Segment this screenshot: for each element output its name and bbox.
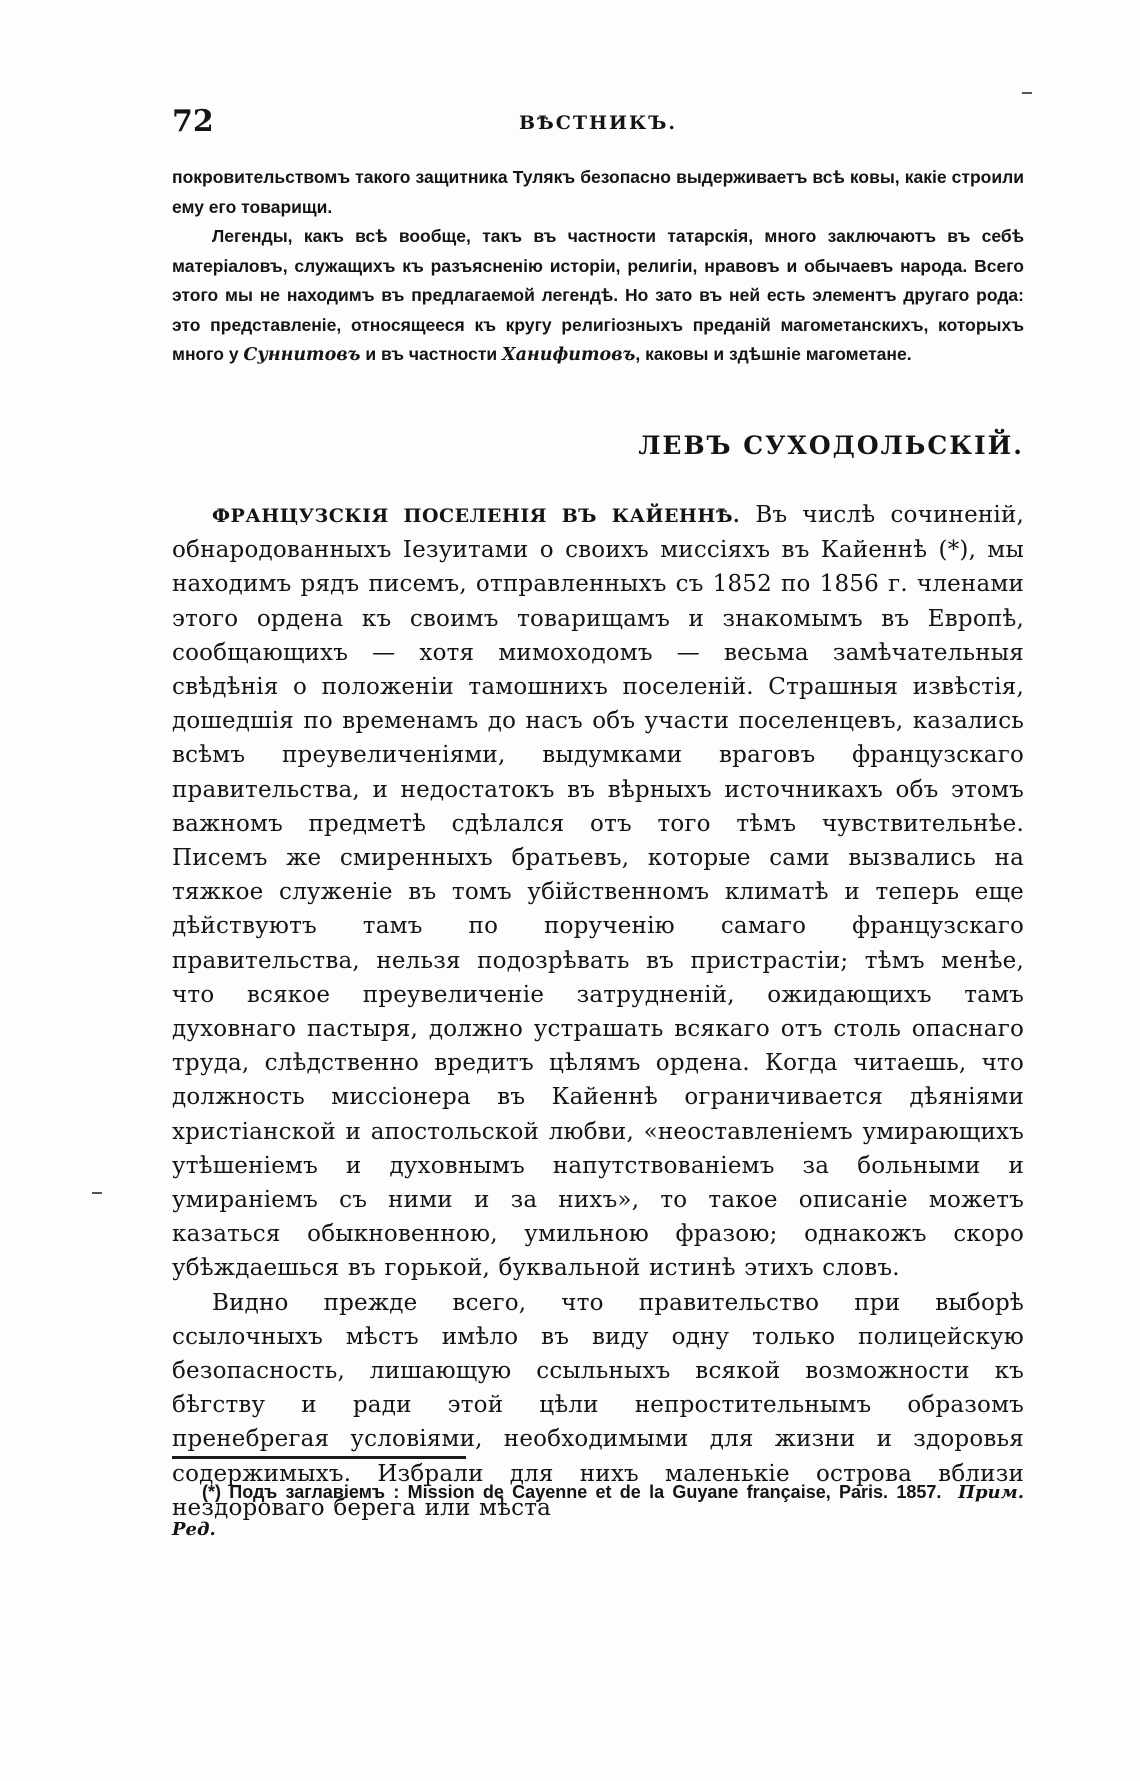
page-number: 72 xyxy=(172,104,214,139)
footnote xyxy=(172,1474,1024,1548)
footnote-editor-label: Прим. Ред. xyxy=(172,1482,1025,1540)
footnote-paragraph xyxy=(172,1474,1024,1548)
intro-paragraph-2 xyxy=(172,222,1024,371)
intro-p2-emphasis-1: Суннитовъ xyxy=(243,345,361,365)
article-p1-text: Въ числѣ сочиненій, обнародованныхъ Іезуитами о своихъ миссіяхъ въ Кайеннѣ (*), мы находимъ рядъ писемъ, отправленныхъ съ 1852 по 1856 г. членами этого ордена къ своимъ товарищамъ и знакомымъ въ Европѣ, сообщающихъ — хотя мимоходомъ — весьма замѣчательныя свѣдѣнія о положеніи тамошнихъ поселеній. Страшныя извѣстія, дошедшія по временамъ до насъ объ участи поселенцевъ, казались всѣмъ преувеличеніями, выдумками враговъ французскаго правительства, и недостатокъ въ вѣрныхъ источникахъ объ этомъ важномъ предметѣ сдѣлался отъ того тѣмъ чувствительнѣе. Писемъ же смиренныхъ братьевъ, которые сами вызвались на тяжкое служеніе въ томъ убійственномъ климатѣ и теперь еще дѣйствуютъ тамъ по порученію самаго французскаго правительства, нельзя подозрѣвать въ пристрастіи; тѣмъ менѣе, что всякое преувеличеніе затрудненій, ожидающихъ тамъ духовнаго пастыря, должно устрашать всякаго отъ столь опаснаго труда, слѣдственно вредитъ цѣлямъ ордена. Когда читаешь, что должность миссіонера въ Кайеннѣ ограничивается дѣяніями христіанской и апостольской любви, «неоставленіемъ умирающихъ утѣшеніемъ и духовнымъ напутствованіемъ за больными и умираніемъ съ ними и за нихъ», то такое описаніе можетъ казаться обыкновенною, умильною фразою; однакожъ скоро убѣждаешься въ горькой, буквальной истинѣ этихъ словъ. xyxy=(172,502,1025,1282)
article-paragraph-1 xyxy=(172,498,1024,1286)
page-header xyxy=(172,104,1024,144)
intro-p2-part-a: Легенды, какъ всѣ вообще, такъ въ частности татарскія, много заключаютъ въ себѣ матеріаловъ, служащихъ къ разъясненію исторіи, религіи, нравовъ и обычаевъ народа. Всего этого мы не находимъ въ предлагаемой легендѣ. Но зато въ ней есть элементъ другаго рода: это представленіе, относящееся къ кругу религіозныхъ преданій магометанскихъ, которыхъ много у xyxy=(172,226,1024,364)
author-signature: ЛЕВЪ СУХОДОЛЬСКІЙ. xyxy=(638,431,1024,460)
scan-mark xyxy=(92,1192,102,1194)
footnote-divider xyxy=(172,1456,466,1459)
section-title: ФРАНЦУЗСКІЯ ПОСЕЛЕНІЯ ВЪ КАЙЕННѢ. xyxy=(212,505,741,527)
intro-p2-emphasis-2: Ханифитовъ xyxy=(502,345,636,365)
intro-paragraph-1: покровительствомъ такого защитника Тулякъ безопасно выдерживаетъ всѣ ковы, какіе строили ему его товарищи. xyxy=(172,167,1024,217)
article-paragraph-2: Видно прежде всего, что правительство при выборѣ ссылочныхъ мѣстъ имѣло въ виду одну только полицейскую безопасность, лишающую ссыльныхъ всякой возможности къ бѣгству и ради этой цѣли непростительнымъ образомъ пренебрегая условіями, необходимыми для жизни и здоровья содержимыхъ. Избрали для нихъ маленькіе острова вблизи нездороваго берега или мѣста xyxy=(172,1289,1024,1521)
footnote-text: (*) Подъ заглавіемъ : Mission de Cayenne et de la Guyane française, Paris. 1857. xyxy=(202,1482,942,1502)
article-body xyxy=(172,498,1024,1525)
intro-p2-part-c: , каковы и здѣшніе магометане. xyxy=(635,344,912,364)
scan-mark xyxy=(1022,92,1032,94)
intro-text xyxy=(172,163,1024,371)
intro-p2-part-b: и въ частности xyxy=(360,344,503,364)
running-title: ВѢСТНИКЪ. xyxy=(518,112,678,134)
